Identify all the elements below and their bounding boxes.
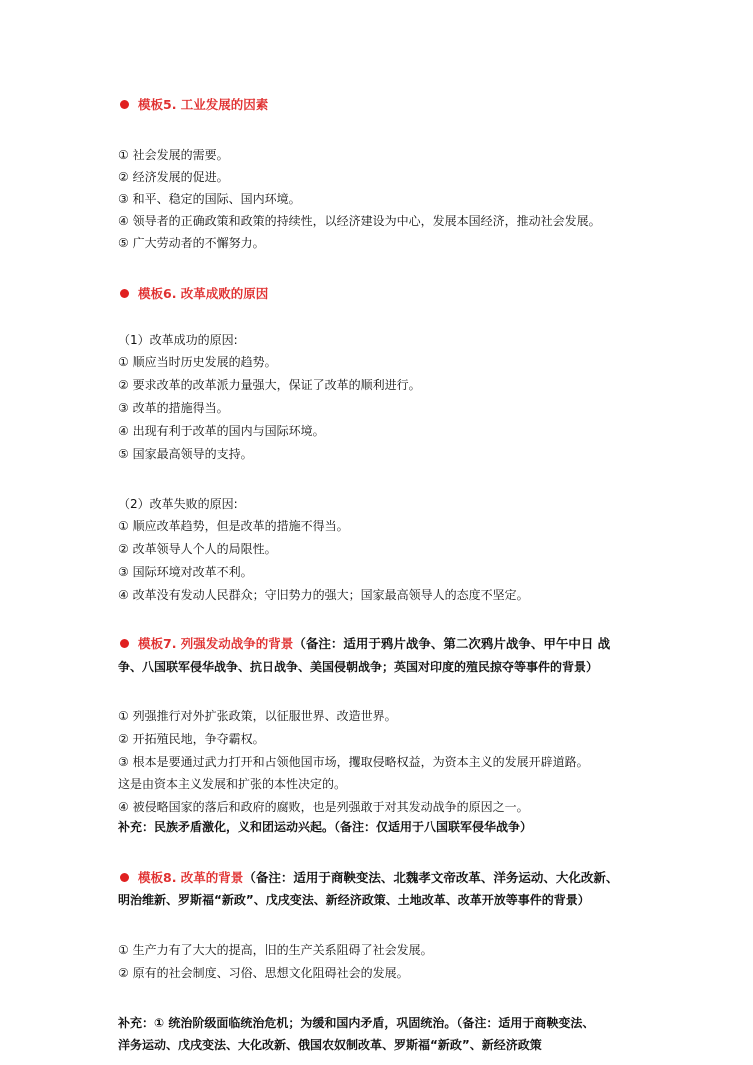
section-8-title: 模板8. 改革的背景 xyxy=(138,870,244,885)
success-reason-item: ② 要求改革的改革派力量强大，保证了改革的顺利进行。 xyxy=(118,378,421,392)
section-8-heading xyxy=(120,868,618,886)
failure-reason-item: ④ 改革没有发动人民群众；守旧势力的强大；国家最高领导人的态度不坚定。 xyxy=(118,588,529,602)
section-5-item: ③ 和平、稳定的国际、国内环境。 xyxy=(118,192,301,206)
success-reason-item: ⑤ 国家最高领导的支持。 xyxy=(118,447,253,461)
section-7-note-continued: 争、八国联军侵华战争、抗日战争、美国侵朝战争；英国对印度的殖民掠夺等事件的背景） xyxy=(118,660,599,674)
success-reason-item: ① 顺应当时历史发展的趋势。 xyxy=(118,355,277,369)
section-5-title: 模板5. 工业发展的因素 xyxy=(138,97,269,112)
section-8-supplement: 补充：① 统治阶级面临统治危机；为缓和国内矛盾，巩固统治。（备注：适用于商鞅变法、 xyxy=(118,1016,595,1030)
section-7-supplement: 补充：民族矛盾激化，义和团运动兴起。（备注：仅适用于八国联军侵华战争） xyxy=(118,820,533,834)
section-8-note: （备注：适用于商鞅变法、北魏孝文帝改革、洋务运动、大化改新、 xyxy=(243,870,619,885)
section-8-item: ① 生产力有了大大的提高，旧的生产关系阻碍了社会发展。 xyxy=(118,943,433,957)
section-7-item: 这是由资本主义发展和扩张的本性决定的。 xyxy=(118,777,347,791)
bullet-dot-icon xyxy=(120,289,129,298)
section-5-heading xyxy=(120,95,268,113)
section-7-item: ③ 根本是要通过武力打开和占领他国市场，攫取侵略权益，为资本主义的发展开辟道路。 xyxy=(118,755,589,769)
section-7-item: ④ 被侵略国家的落后和政府的腐败，也是列强敢于对其发动战争的原因之一。 xyxy=(118,800,529,814)
failure-reason-item: ② 改革领导人个人的局限性。 xyxy=(118,542,277,556)
section-8-note-continued: 明治维新、罗斯福“新政”、戊戌变法、新经济政策、土地改革、改革开放等事件的背景） xyxy=(118,893,590,907)
failure-reason-item: ③ 国际环境对改革不利。 xyxy=(118,565,253,579)
section-7-item: ① 列强推行对外扩张政策，以征服世界、改造世界。 xyxy=(118,709,397,723)
failure-reason-item: ① 顺应改革趋势，但是改革的措施不得当。 xyxy=(118,519,349,533)
bullet-dot-icon xyxy=(120,100,129,109)
section-5-item: ⑤ 广大劳动者的不懈努力。 xyxy=(118,236,265,250)
bullet-dot-icon xyxy=(120,873,129,882)
section-7-item: ② 开拓殖民地，争夺霸权。 xyxy=(118,732,265,746)
failure-reasons-label: （2）改革失败的原因: xyxy=(118,497,238,511)
section-6-title: 模板6. 改革成败的原因 xyxy=(138,286,269,301)
success-reason-item: ④ 出现有利于改革的国内与国际环境。 xyxy=(118,424,325,438)
success-reason-item: ③ 改革的措施得当。 xyxy=(118,401,229,415)
success-reasons-label: （1）改革成功的原因: xyxy=(118,333,238,347)
section-7-heading xyxy=(120,634,610,652)
section-8-supplement-continued: 洋务运动、戊戌变法、大化改新、俄国农奴制改革、罗斯福“新政”、新经济政策 xyxy=(118,1038,542,1052)
section-7-title: 模板7. 列强发动战争的背景 xyxy=(138,636,294,651)
section-7-note: （备注：适用于鸦片战争、第二次鸦片战争、甲午中日 战 xyxy=(293,636,611,651)
section-8-item: ② 原有的社会制度、习俗、思想文化阻碍社会的发展。 xyxy=(118,966,409,980)
bullet-dot-icon xyxy=(120,639,129,648)
section-5-item: ② 经济发展的促进。 xyxy=(118,170,229,184)
section-5-item: ① 社会发展的需要。 xyxy=(118,148,229,162)
section-6-heading xyxy=(120,284,268,302)
section-5-item: ④ 领导者的正确政策和政策的持续性，以经济建设为中心，发展本国经济，推动社会发展。 xyxy=(118,214,601,228)
